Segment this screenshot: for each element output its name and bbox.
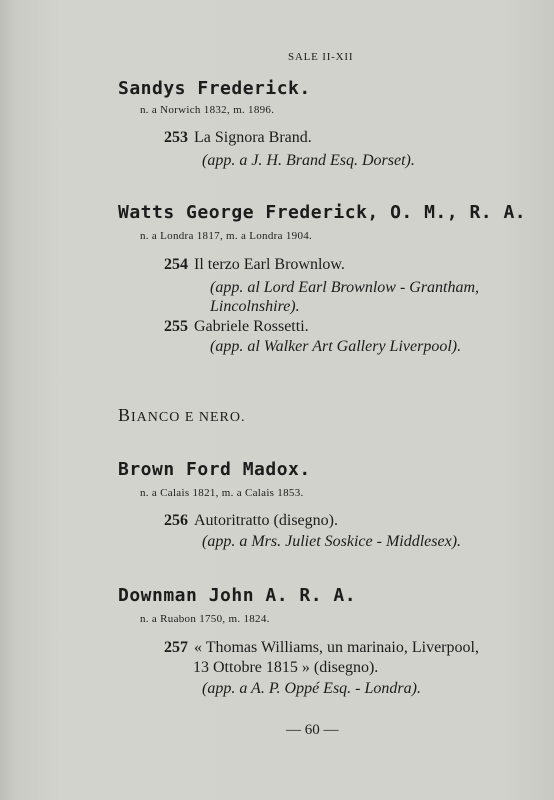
section-heading-initial: B <box>118 405 132 425</box>
entry-provenance-254-line2: Lincolnshire). <box>210 298 300 315</box>
artist-bio-brown: n. a Calais 1821, m. a Calais 1853. <box>140 487 304 499</box>
entry-number: 256 <box>164 512 188 529</box>
artist-name-watts: Watts George Frederick, O. M., R. A. <box>118 202 527 223</box>
artist-bio-sandys: n. a Norwich 1832, m. 1896. <box>140 104 275 116</box>
entry-title: La Signora Brand. <box>194 129 312 146</box>
catalog-entry-256 <box>164 512 338 530</box>
catalog-entry-255 <box>164 318 309 336</box>
entry-title: Gabriele Rossetti. <box>194 318 309 335</box>
entry-title-257-line2: 13 Ottobre 1815 » (disegno). <box>193 659 379 676</box>
entry-provenance-256: (app. a Mrs. Juliet Soskice - Middlesex). <box>202 533 462 550</box>
entry-number: 255 <box>164 318 188 335</box>
entry-title: Il terzo Earl Brownlow. <box>194 256 345 273</box>
catalog-entry-253 <box>164 129 312 147</box>
artist-name-brown: Brown Ford Madox. <box>118 459 311 480</box>
section-heading <box>118 405 246 426</box>
section-heading-rest: IANCO E NERO. <box>131 410 246 425</box>
artist-bio-watts: n. a Londra 1817, m. a Londra 1904. <box>140 230 313 242</box>
running-header: SALE II-XII <box>288 51 354 63</box>
entry-number: 257 <box>164 639 188 656</box>
artist-name-downman: Downman John A. R. A. <box>118 585 357 606</box>
entry-title: Autoritratto (disegno). <box>194 512 338 529</box>
entry-provenance-254-line1: (app. al Lord Earl Brownlow - Grantham, <box>210 279 480 296</box>
entry-number: 254 <box>164 256 188 273</box>
entry-provenance-257: (app. a A. P. Oppé Esq. - Londra). <box>202 680 421 697</box>
entry-provenance-255: (app. al Walker Art Gallery Liverpool). <box>210 338 462 355</box>
catalog-entry-257 <box>164 639 479 657</box>
artist-bio-downman: n. a Ruabon 1750, m. 1824. <box>140 613 270 625</box>
artist-name-sandys: Sandys Frederick. <box>118 78 311 99</box>
catalog-entry-254 <box>164 256 345 274</box>
page-number: — 60 — <box>286 722 339 738</box>
entry-title-line1: « Thomas Williams, un marinaio, Liverpool, <box>194 639 479 656</box>
entry-number: 253 <box>164 129 188 146</box>
entry-provenance-253: (app. a J. H. Brand Esq. Dorset). <box>202 152 415 169</box>
